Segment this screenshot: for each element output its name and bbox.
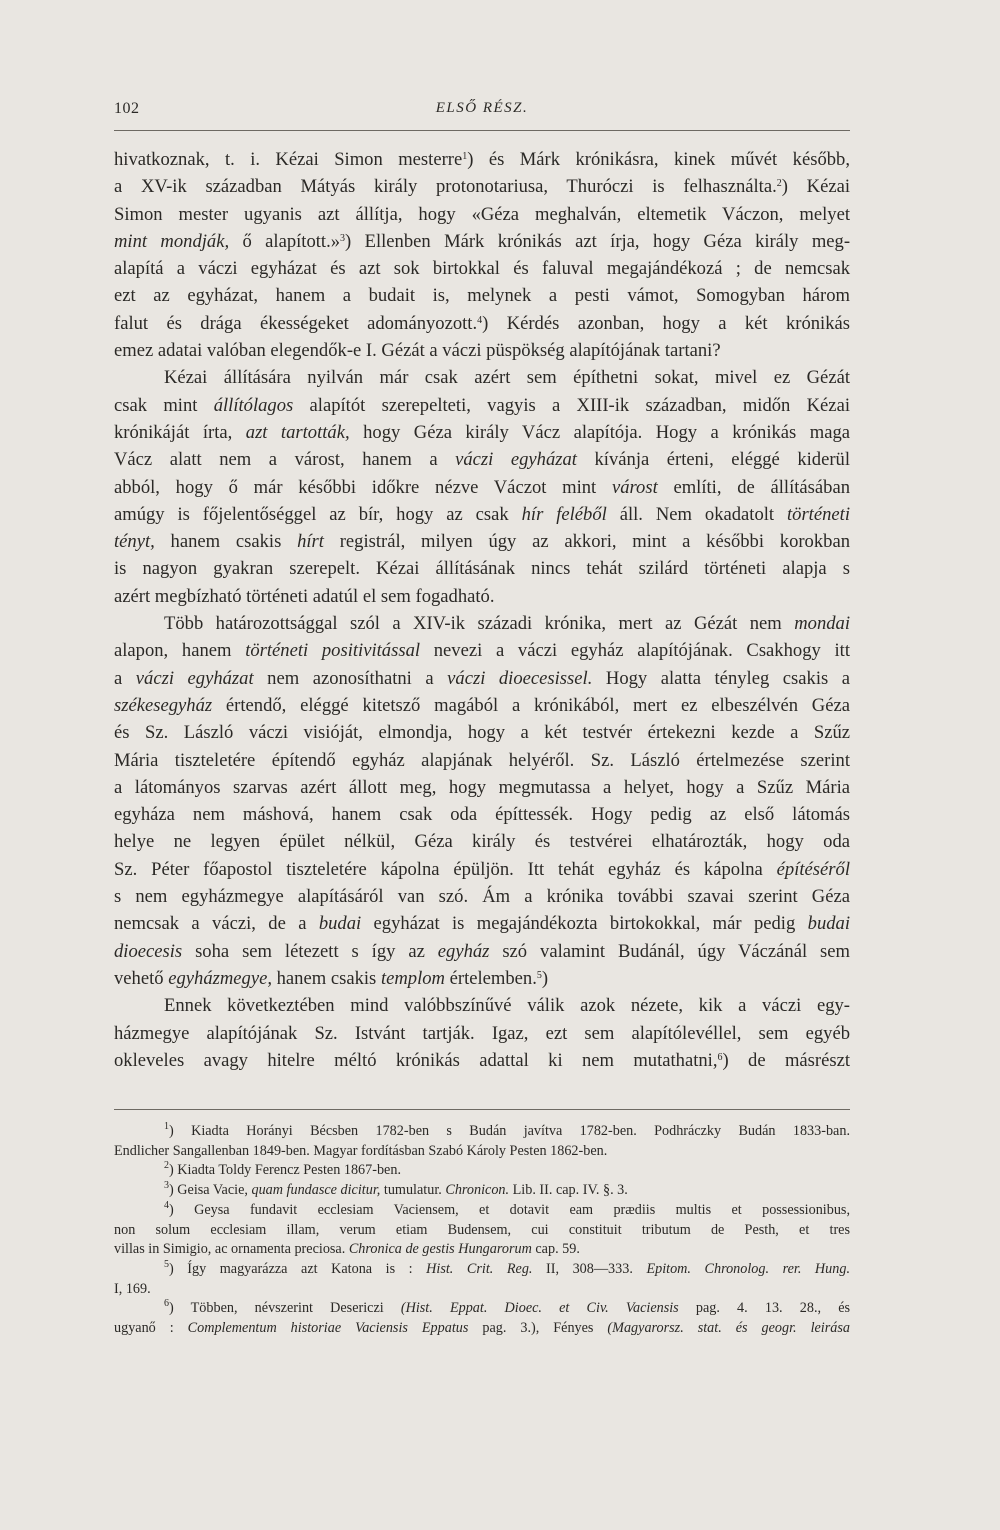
text-line: egyháza nem máshová, hanem csak oda építtessék. Hogy pedig az első látomás bbox=[114, 804, 850, 826]
text-line: házmegye alapítójának Sz. Istvánt tartják. Igaz, ezt sem alapítólevéllel, sem egyéb bbox=[114, 1022, 850, 1044]
footnote-line: $^4$) Geysa fundavit ecclesiam Vaciensem, et dotavit eam prædiis multis et possessionibus, bbox=[164, 1199, 850, 1218]
text-line: Kézai állítására nyilván már csak azért sem építhetni sokat, mivel ez Gézát bbox=[164, 367, 850, 389]
text-line: Ennek következtében mind valóbbszínűvé válik azok nézete, kik a váczi egy- bbox=[164, 995, 850, 1017]
text-line: mint mondják, ő alapított.»$^3$) Ellenben Márk krónikás azt írja, hogy Géza király meg- bbox=[114, 230, 851, 252]
text-line: Vácz alatt nem a várost, hanem a váczi egyházat kívánja érteni, eléggé kiderül bbox=[114, 449, 851, 471]
footnote-ref: 1 bbox=[164, 1121, 169, 1132]
text-line: Mária tiszteletére építendő egyház alapjának helyéről. Sz. László értelmezése szerint bbox=[114, 749, 850, 771]
footnote-ref: 2 bbox=[164, 1160, 169, 1172]
text-line: is nagyon gyakran szerepelt. Kézai állításának nincs tehát szilárd történeti alapja s bbox=[114, 558, 850, 580]
text-line: Több határozottsággal szól a XIV-ik századi krónika, mert az Gézát nem mondai bbox=[164, 613, 850, 635]
header-rule bbox=[114, 130, 850, 131]
footnote-line: villas in Simigio, ac ornamenta preciosa. Chronica de gestis Hungarorum cap. 59. bbox=[114, 1241, 580, 1258]
text-line: Simon mester ugyanis azt állítja, hogy «Géza meghalván, eltemetik Váczon, melyet bbox=[114, 203, 850, 225]
footnotes bbox=[114, 1122, 850, 1339]
page-header bbox=[114, 100, 850, 130]
footnote-line: $^1$) Kiadta Horányi Bécsben 1782-ben s Budán javítva 1782-ben. Podhráczky Budán 1833-ban. bbox=[164, 1121, 850, 1139]
footnote-ref: 3 bbox=[164, 1180, 169, 1192]
text-line: emez adatai valóban elegendők-e I. Gézát a váczi püspökség alapítójának tartani? bbox=[114, 340, 721, 362]
text-line: Sz. Péter főapostol tiszteletére kápolna épüljön. Itt tehát egyház és kápolna építéséről bbox=[114, 858, 850, 880]
footnote-ref: 2 bbox=[776, 178, 782, 190]
footnote-line: $^6$) Többen, névszerint Desericzi (Hist. Eppat. Dioec. et Civ. Vaciensis pag. 4. 13. 28., és bbox=[164, 1298, 851, 1317]
text-line: hivatkoznak, t. i. Kézai Simon mesterre$^1$) és Márk krónikásra, kinek művét később, bbox=[114, 149, 850, 170]
text-line: abból, hogy ő már későbbi időkre nézve Váczot mint várost említi, de állításában bbox=[114, 476, 850, 498]
footnote-ref: 5 bbox=[536, 969, 542, 981]
footnote-ref: 3 bbox=[340, 232, 346, 244]
text-line: székesegyház értendő, eléggé kitetsző magából a krónikából, mert ez elbeszélvén Géza bbox=[114, 694, 850, 716]
footnote-line: I, 169. bbox=[114, 1280, 151, 1297]
text-line: dioecesis soha sem létezett s így az egyház szó valamint Budánál, úgy Váczánál sem bbox=[114, 940, 851, 962]
text-line: ezt az egyházat, hanem a budait is, melynek a pesti vámot, Somogyban három bbox=[114, 285, 850, 307]
text-line: krónikáját írta, azt tartották, hogy Géza király Vácz alapítója. Hogy a krónikás maga bbox=[114, 421, 851, 443]
footnote-ref: 4 bbox=[477, 314, 483, 326]
footnote-line: non solum ecclesiam illam, verum etiam Budensem, cui constituit tributum de Pesth, et tres bbox=[114, 1221, 850, 1238]
footnote-line: $^3$) Geisa Vacie, quam fundasce dicitur, tumulatur. Chronicon. Lib. II. cap. IV. §. 3. bbox=[164, 1180, 628, 1199]
footnote-ref: 6 bbox=[717, 1051, 723, 1063]
text-line: falut és drága ékességeket adományozott.$^4$) Kérdés azonban, hogy a két krónikás bbox=[114, 312, 850, 334]
text-line: csak mint állítólagos alapítót szerepelteti, vagyis a XIII-ik században, midőn Kézai bbox=[114, 394, 850, 416]
footnote-ref: 4 bbox=[164, 1199, 169, 1211]
text-line: és Sz. László váczi visióját, elmondja, hogy a két testvér értekezni kezde a Szűz bbox=[114, 722, 850, 744]
running-head: ELSŐ RÉSZ. bbox=[435, 100, 529, 116]
text-line: nemcsak a váczi, de a budai egyházat is megajándékozta birtokokkal, már pedig budai bbox=[114, 913, 850, 935]
text-line: alapítá a váczi egyházat és azt sok birtokkal és faluval megajándékozá ; de nemcsak bbox=[114, 258, 850, 280]
footnote-ref: 5 bbox=[164, 1258, 169, 1270]
body-text bbox=[114, 146, 850, 1074]
text-line: tényt, hanem csakis hírt registrál, milyen úgy az akkori, mint a későbbi korokban bbox=[114, 531, 850, 553]
text-line: a XV-ik században Mátyás király protonotariusa, Thuróczi is felhasználta.$^2$) Kézai bbox=[114, 176, 851, 198]
text-line: a váczi egyházat nem azonosíthatni a váczi dioecesissel. Hogy alatta tényleg csakis a bbox=[114, 667, 850, 689]
footnote-line: $^5$) Így magyarázza azt Katona is : Hist. Crit. Reg. II, 308—333. Epitom. Chronolog. rer. Hung. bbox=[164, 1258, 850, 1277]
page-number: 102 bbox=[114, 100, 140, 117]
footnote-rule bbox=[114, 1109, 850, 1110]
text-line: okleveles avagy hitelre méltó krónikás adattal ki nem mutathatni,$^6$) de másrészt bbox=[114, 1049, 850, 1071]
footnote-ref: 1 bbox=[462, 151, 468, 162]
text-line: alapon, hanem történeti positivitással nevezi a váczi egyház alapítójának. Csakhogy itt bbox=[114, 640, 850, 662]
text-line: helye ne legyen épület nélkül, Géza király és testvérei elhatározták, hogy oda bbox=[114, 831, 850, 853]
footnote-line: ugyanő : Complementum historiae Vaciensis Eppatus pag. 3.), Fényes (Magyarorsz. stat. és geogr. leirása bbox=[114, 1320, 850, 1337]
text-line: azért megbízható történeti adatúl el sem fogadható. bbox=[114, 585, 495, 607]
text-line: amúgy is főjelentőséggel az bír, hogy az csak hír feléből áll. Nem okadatolt történeti bbox=[114, 503, 850, 525]
text-line: s nem egyházmegye alapításáról van szó. Ám a krónika további szavai szerint Géza bbox=[114, 886, 850, 908]
footnote-ref: 6 bbox=[164, 1298, 169, 1310]
footnote-line: Endlicher Sangallenban 1849-ben. Magyar fordításban Szabó Károly Pesten 1862-ben. bbox=[114, 1142, 608, 1159]
footnote-line: $^2$) Kiadta Toldy Ferencz Pesten 1867-ben. bbox=[164, 1160, 401, 1179]
text-line: a látományos szarvas azért állott meg, hogy megmutassa a helyet, hogy a Szűz Mária bbox=[114, 776, 850, 798]
text-line: vehető egyházmegye, hanem csakis templom értelemben.$^5$) bbox=[114, 967, 549, 989]
